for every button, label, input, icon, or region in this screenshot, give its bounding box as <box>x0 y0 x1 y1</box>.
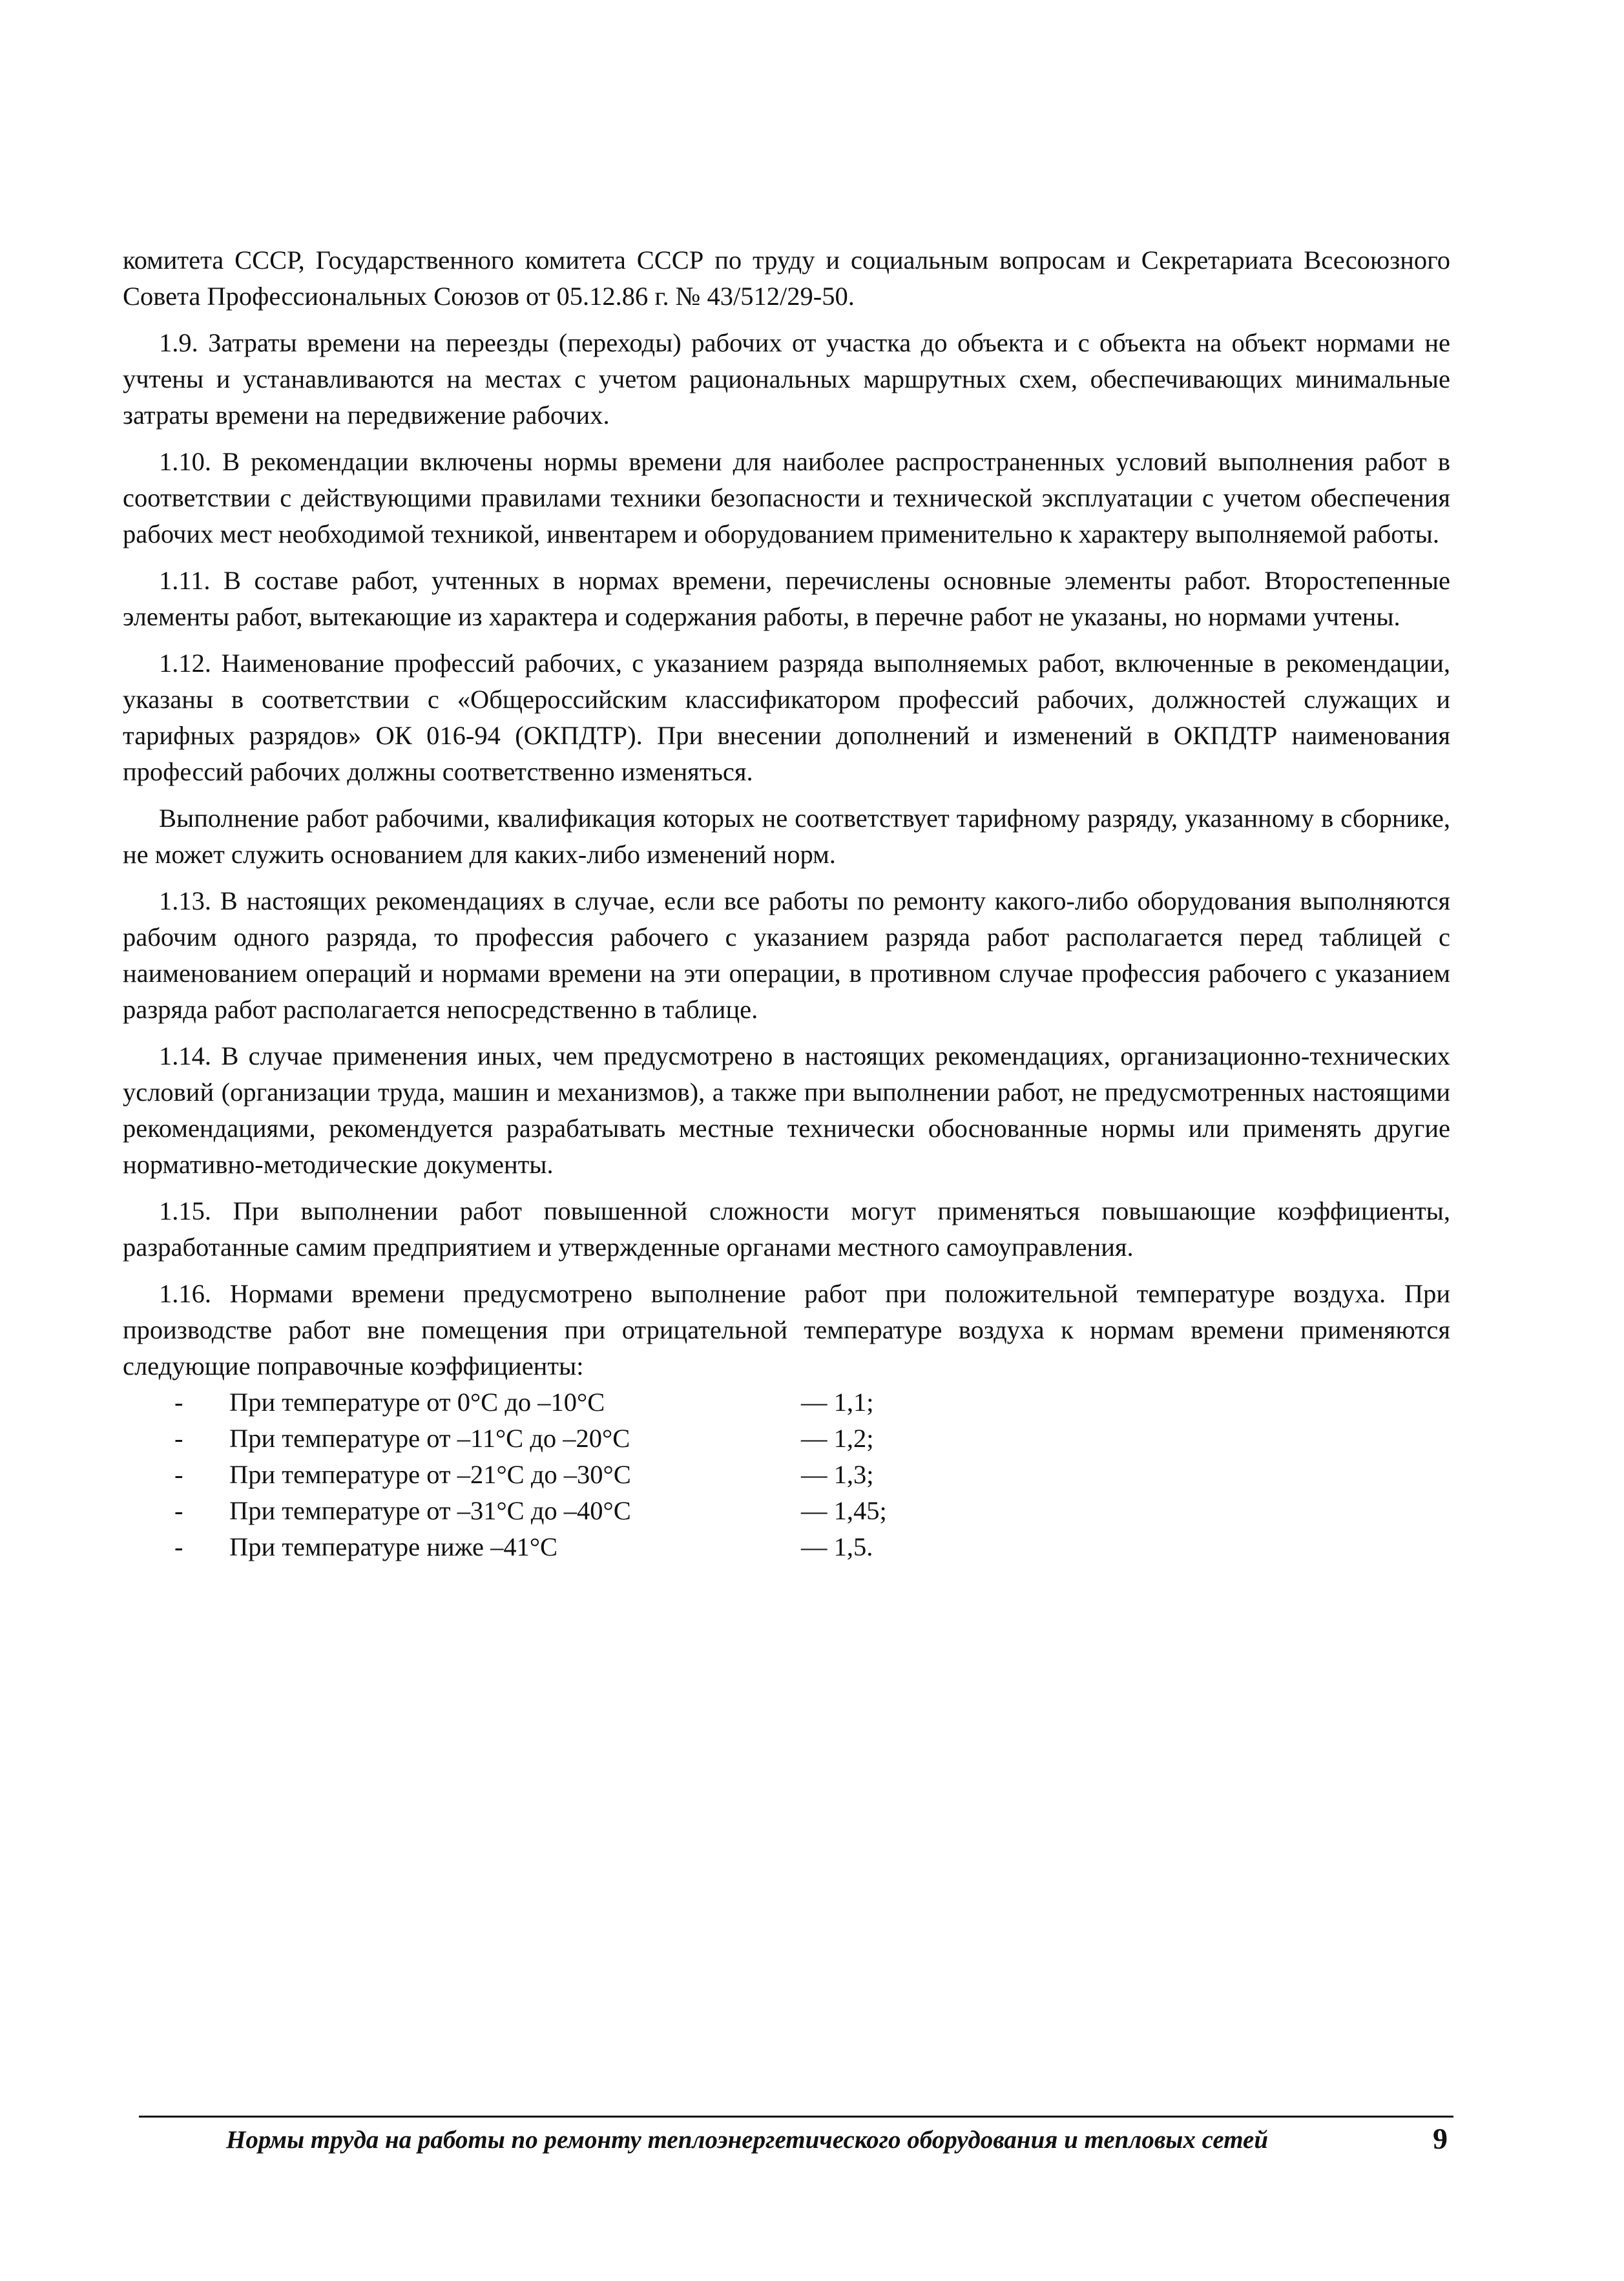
coefficient-value: — 1,5. <box>801 1532 873 1561</box>
list-item <box>123 1493 1450 1529</box>
paragraph-1-15: 1.15. При выполнении работ повышенной сложности могут применяться повышающие коэффициенты, разработанные самим предприятием и утвержденные органами местного самоуправления. <box>123 1196 1450 1262</box>
list-bullet: - <box>174 1460 183 1489</box>
footer-title: Нормы труда на работы по ремонту теплоэнергетического оборудования и тепловых сетей <box>226 2126 1269 2154</box>
temperature-condition: При температуре от –31°С до –40°С <box>229 1496 631 1525</box>
list-item <box>123 1421 1450 1457</box>
list-item <box>123 1384 1450 1421</box>
temperature-condition: При температуре от –11°С до –20°С <box>229 1424 630 1453</box>
paragraph-1-12: 1.12. Наименование профессий рабочих, с указанием разряда выполняемых работ, включенные в рекомендации, указаны в соответствии с «Общероссийским классификатором профессий рабочих, должностей служащих и тарифных разрядов» ОК 016-94 (ОКПДТР). При внесении дополнений и изменений в ОКПДТР наименования профессий рабочих должны соответственно изменяться. <box>123 649 1450 786</box>
paragraph-1-16: 1.16. Нормами времени предусмотрено выполнение работ при положительной температуре воздуха. При производстве работ вне помещения при отрицательной температуре воздуха к нормам времени применяются следующие поправочные коэффициенты: <box>123 1279 1450 1380</box>
paragraph-qualification: Выполнение работ рабочими, квалификация которых не соответствует тарифному разряду, указанному в сборнике, не может служить основанием для каких-либо изменений норм. <box>123 804 1450 869</box>
coefficient-list <box>123 1384 1450 1565</box>
list-bullet: - <box>174 1388 183 1417</box>
list-item <box>123 1457 1450 1493</box>
page-number: 9 <box>1433 2122 1448 2155</box>
list-bullet: - <box>174 1532 183 1561</box>
paragraph-1-9: 1.9. Затраты времени на переезды (переходы) рабочих от участка до объекта и с объекта на объект нормами не учтены и устанавливаются на местах с учетом рациональных маршрутных схем, обеспечивающих минимальные затраты времени на передвижение рабочих. <box>123 328 1450 430</box>
coefficient-value: — 1,45; <box>801 1496 887 1525</box>
list-bullet: - <box>174 1496 183 1525</box>
coefficient-value: — 1,1; <box>801 1388 874 1417</box>
paragraph-continuation: комитета СССР, Государственного комитета СССР по труду и социальным вопросам и Секретариата Всесоюзного Совета Профессиональных Союзов от 05.12.86 г. № 43/512/29-50. <box>123 245 1450 311</box>
list-bullet: - <box>174 1424 183 1453</box>
coefficient-value: — 1,3; <box>801 1460 874 1489</box>
paragraph-1-11: 1.11. В составе работ, учтенных в нормах времени, перечислены основные элементы работ. Второстепенные элементы работ, вытекающие из характера и содержания работы, в перечне работ не указаны, но нормами учтены. <box>123 566 1450 631</box>
paragraph-1-13: 1.13. В настоящих рекомендациях в случае, если все работы по ремонту какого-либо оборудования выполняются рабочим одного разряда, то профессия рабочего с указанием разряда работ располагается перед таблицей с наименованием операций и нормами времени на эти операции, в противном случае профессия рабочего с указанием разряда работ располагается непосредственно в таблице. <box>123 886 1450 1024</box>
temperature-condition: При температуре от 0°С до –10°С <box>229 1388 605 1417</box>
paragraph-1-14: 1.14. В случае применения иных, чем предусмотрено в настоящих рекомендациях, организационно-технических условий (организации труда, машин и механизмов), а также при выполнении работ, не предусмотренных настоящими рекомендациями, рекомендуется разрабатывать местные технически обоснованные нормы или применять другие нормативно-методические документы. <box>123 1041 1450 1179</box>
footer-divider <box>139 2116 1453 2118</box>
temperature-condition: При температуре от –21°С до –30°С <box>229 1460 631 1489</box>
list-item <box>123 1529 1450 1565</box>
body-text <box>123 242 1450 1565</box>
paragraph-1-10: 1.10. В рекомендации включены нормы времени для наиболее распространенных условий выполнения работ в соответствии с действующими правилами техники безопасности и технической эксплуатации с учетом обеспечения рабочих мест необходимой техникой, инвентарем и оборудованием применительно к характеру выполняемой работы. <box>123 447 1450 548</box>
temperature-condition: При температуре ниже –41°С <box>229 1532 558 1561</box>
coefficient-value: — 1,2; <box>801 1424 874 1453</box>
